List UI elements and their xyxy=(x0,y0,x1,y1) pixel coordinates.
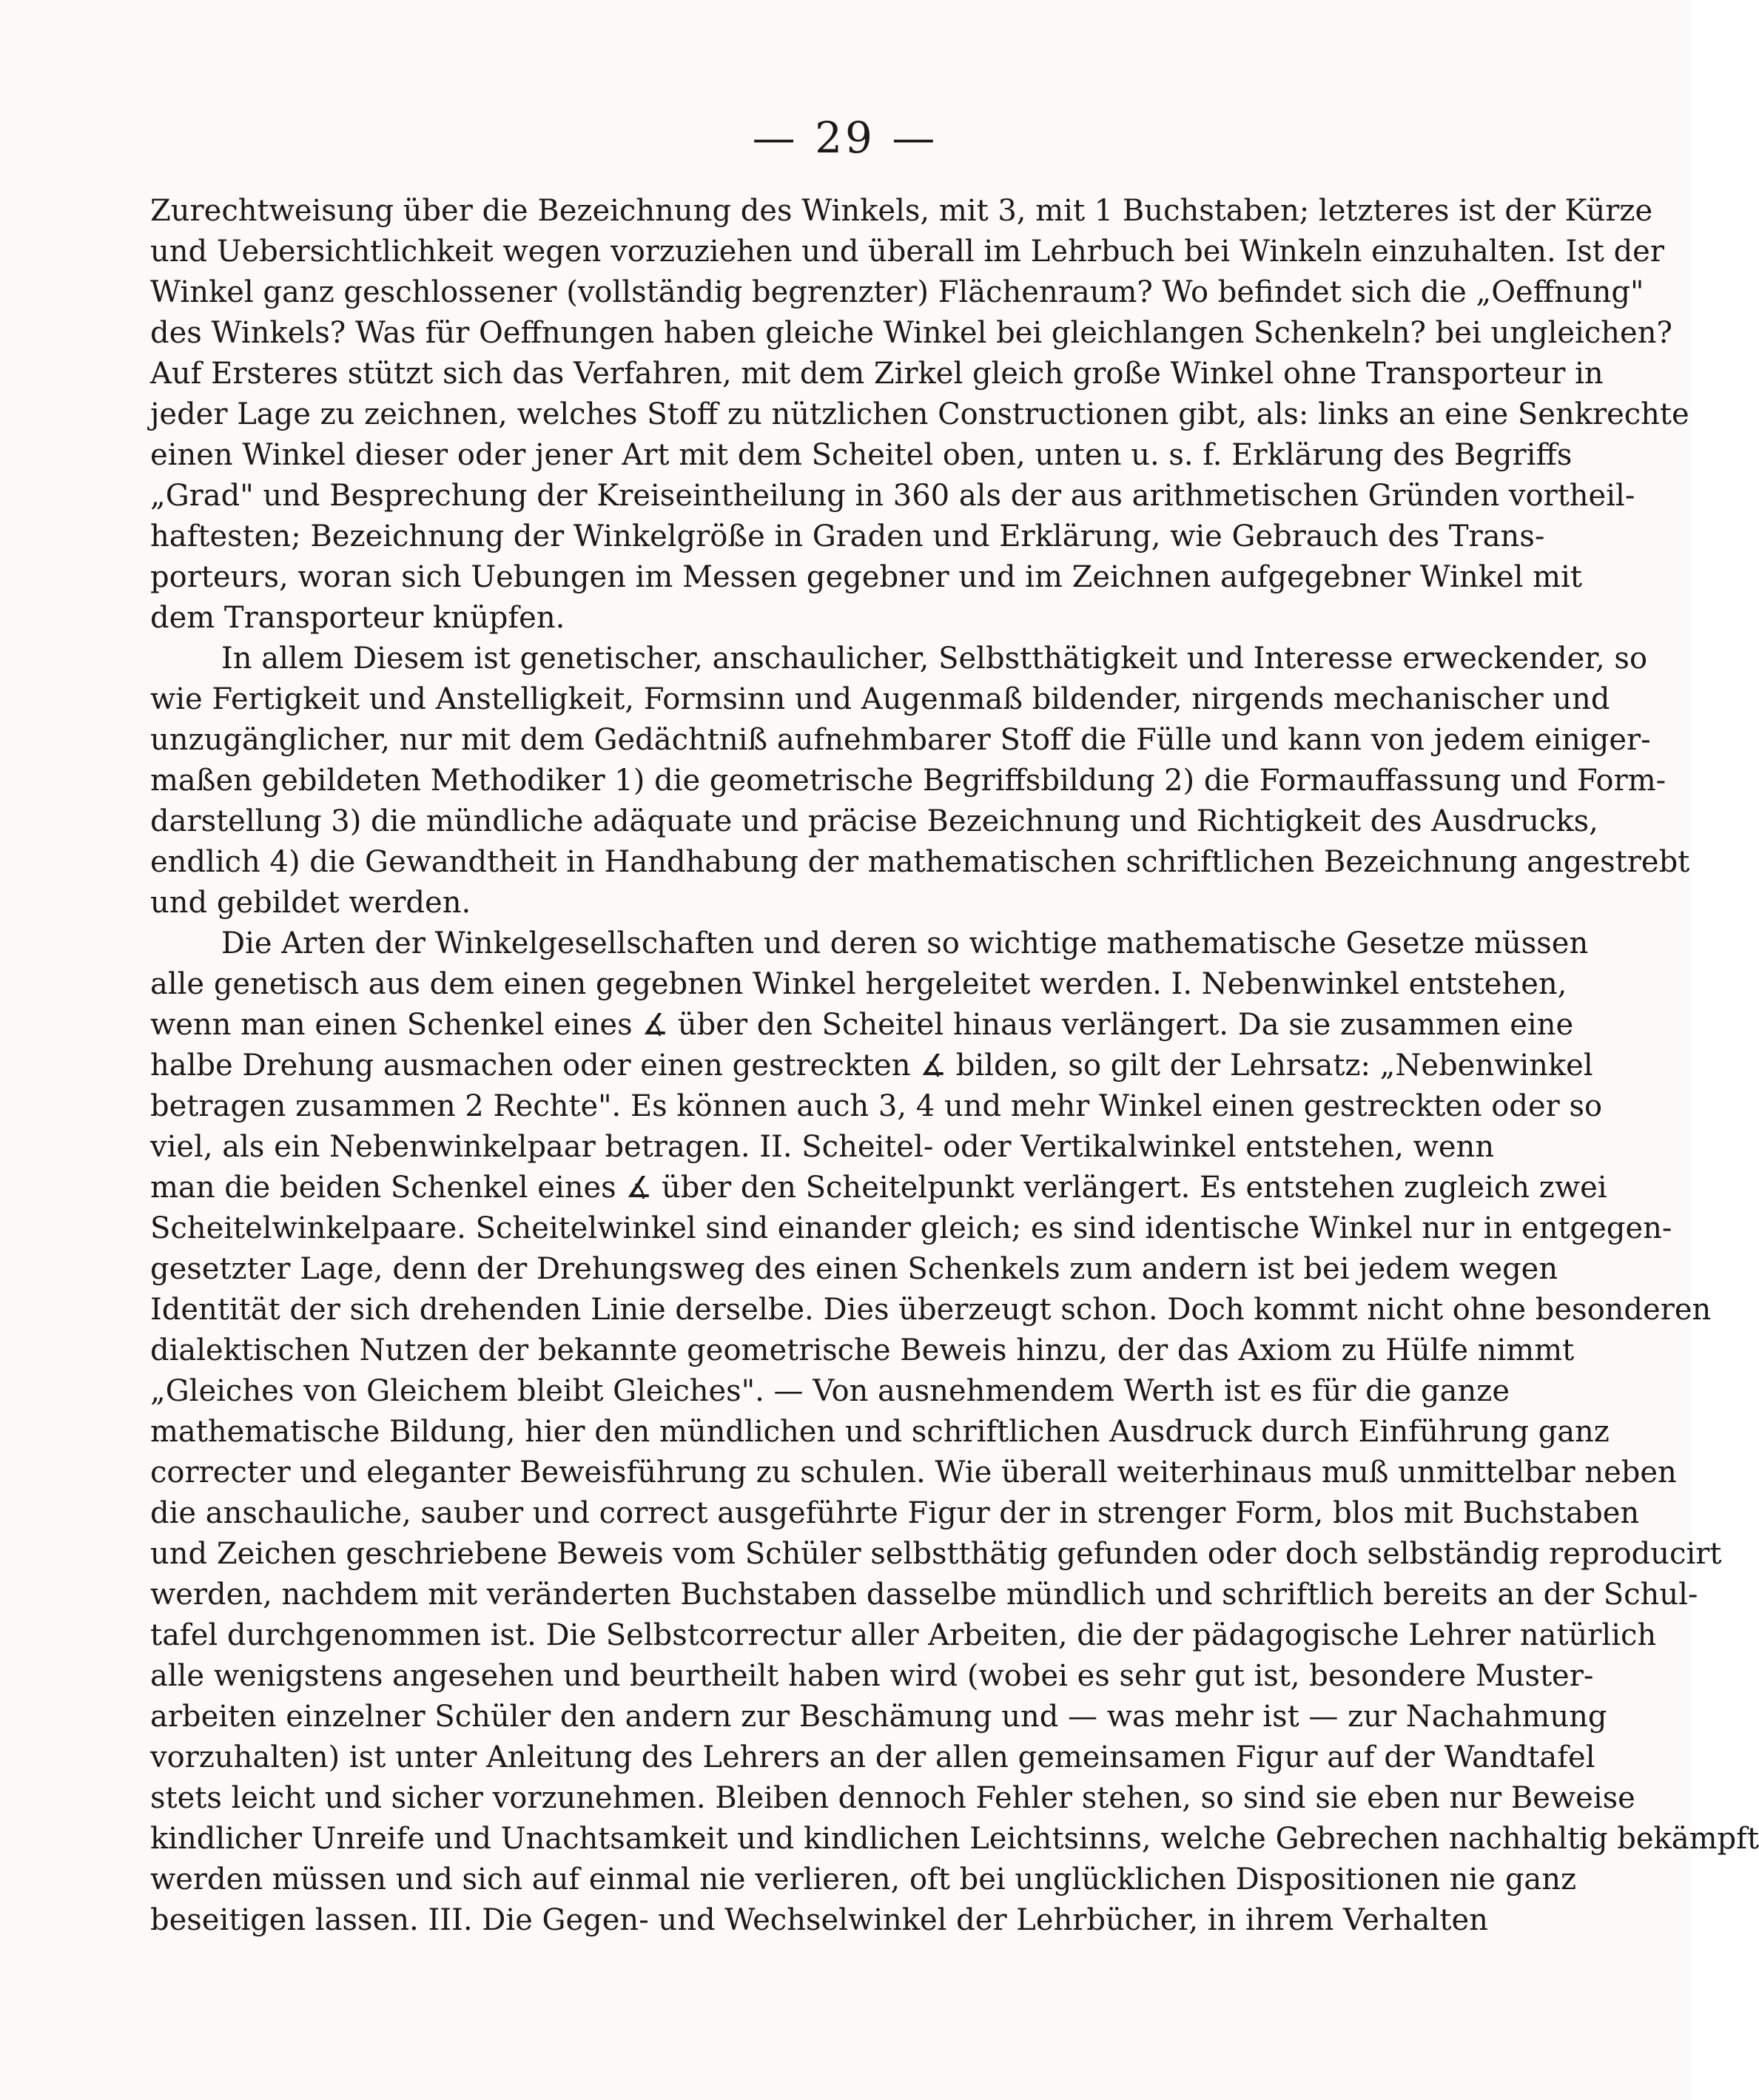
text-line: betragen zusammen 2 Rechte". Es können auch 3, 4 und mehr Winkel einen gestreckten oder so xyxy=(150,1089,1603,1123)
text-line: und Zeichen geschriebene Beweis vom Schüler selbstthätig gefunden oder doch selbständig reproducirt xyxy=(150,1537,1722,1571)
text-line: arbeiten einzelner Schüler den andern zur Beschämung und — was mehr ist — zur Nachahmung xyxy=(150,1700,1607,1734)
text-line: alle genetisch aus dem einen gegebnen Winkel hergeleitet werden. I. Nebenwinkel entstehen, xyxy=(150,967,1567,1001)
text-line: „Gleiches von Gleichem bleibt Gleiches". — Von ausnehmendem Werth ist es für die ganze xyxy=(150,1374,1510,1408)
text-line: des Winkels? Was für Oeffnungen haben gleiche Winkel bei gleichlangen Schenkeln? bei ungleichen? xyxy=(150,316,1672,350)
text-line: werden müssen und sich auf einmal nie verlieren, oft bei unglücklichen Dispositionen nie ganz xyxy=(150,1862,1577,1897)
text-line: beseitigen lassen. III. Die Gegen- und Wechselwinkel der Lehrbücher, in ihrem Verhalten xyxy=(150,1903,1488,1937)
text-line: jeder Lage zu zeichnen, welches Stoff zu nützlichen Constructionen gibt, als: links an eine Senkrechte xyxy=(150,397,1689,431)
text-line: alle wenigstens angesehen und beurtheilt haben wird (wobei es sehr gut ist, besondere Muster- xyxy=(150,1659,1594,1693)
text-line: Auf Ersteres stützt sich das Verfahren, mit dem Zirkel gleich große Winkel ohne Transporteur in xyxy=(150,357,1604,391)
text-line: maßen gebildeten Methodiker 1) die geometrische Begriffsbildung 2) die Formauffassung und Form- xyxy=(150,764,1666,798)
body-text xyxy=(150,191,1759,1941)
text-line: und gebildet werden. xyxy=(150,886,471,920)
text-line: Zurechtweisung über die Bezeichnung des Winkels, mit 3, mit 1 Buchstaben; letzteres ist der Kürze xyxy=(150,194,1653,228)
page-number: — 29 — xyxy=(752,112,938,163)
text-line: werden, nachdem mit veränderten Buchstaben dasselbe mündlich und schriftlich bereits an der Schul- xyxy=(150,1578,1698,1612)
text-line: man die beiden Schenkel eines ∡ über den Scheitelpunkt verlängert. Es entstehen zugleich zwei xyxy=(150,1171,1607,1205)
text-line: correcter und eleganter Beweisführung zu schulen. Wie überall weiterhinaus muß unmittelbar neben xyxy=(150,1455,1677,1490)
text-line: viel, als ein Nebenwinkelpaar betragen. II. Scheitel- oder Vertikalwinkel entstehen, wenn xyxy=(150,1130,1495,1164)
text-line: stets leicht und sicher vorzunehmen. Bleiben dennoch Fehler stehen, so sind sie eben nur Beweise xyxy=(150,1781,1635,1815)
text-line: Identität der sich drehenden Linie derselbe. Dies überzeugt schon. Doch kommt nicht ohne besonderen xyxy=(150,1293,1712,1327)
text-line: Die Arten der Winkelgesellschaften und deren so wichtige mathematische Gesetze müssen xyxy=(221,926,1589,960)
text-line: Scheitelwinkelpaare. Scheitelwinkel sind einander gleich; es sind identische Winkel nur in entgegen- xyxy=(150,1211,1672,1245)
text-line: „Grad" und Besprechung der Kreiseintheilung in 360 als der aus arithmetischen Gründen vortheil- xyxy=(150,479,1635,513)
text-line: dem Transporteur knüpfen. xyxy=(150,601,565,635)
text-line: darstellung 3) die mündliche adäquate und präcise Bezeichnung und Richtigkeit des Ausdrucks, xyxy=(150,804,1598,838)
text-line: kindlicher Unreife und Unachtsamkeit und kindlichen Leichtsinns, welche Gebrechen nachhaltig bekämpft xyxy=(150,1822,1759,1856)
text-line: und Uebersichtlichkeit wegen vorzuziehen und überall im Lehrbuch bei Winkeln einzuhalten. Ist der xyxy=(150,235,1664,269)
text-line: mathematische Bildung, hier den mündlichen und schriftlichen Ausdruck durch Einführung ganz xyxy=(150,1415,1610,1449)
text-line: haftesten; Bezeichnung der Winkelgröße in Graden und Erklärung, wie Gebrauch des Trans- xyxy=(150,519,1545,553)
text-line: halbe Drehung ausmachen oder einen gestreckten ∡ bilden, so gilt der Lehrsatz: „Nebenwinkel xyxy=(150,1049,1593,1083)
text-line: wie Fertigkeit und Anstelligkeit, Formsinn und Augenmaß bildender, nirgends mechanischer und xyxy=(150,682,1610,716)
text-line: In allem Diesem ist genetischer, anschaulicher, Selbstthätigkeit und Interesse erweckender, so xyxy=(221,642,1648,676)
text-line: wenn man einen Schenkel eines ∡ über den Scheitel hinaus verlängert. Da sie zusammen eine xyxy=(150,1008,1574,1042)
text-line: vorzuhalten) ist unter Anleitung des Lehrers an der allen gemeinsamen Figur auf der Wandtafel xyxy=(150,1740,1595,1774)
text-line: porteurs, woran sich Uebungen im Messen gegebner und im Zeichnen aufgegebner Winkel mit xyxy=(150,560,1582,594)
text-line: gesetzter Lage, denn der Drehungsweg des einen Schenkels zum andern ist bei jedem wegen xyxy=(150,1252,1558,1286)
text-line: einen Winkel dieser oder jener Art mit dem Scheitel oben, unten u. s. f. Erklärung des Begriffs xyxy=(150,438,1573,472)
text-line: dialektischen Nutzen der bekannte geometrische Beweis hinzu, der das Axiom zu Hülfe nimmt xyxy=(150,1333,1575,1367)
text-line: Winkel ganz geschlossener (vollständig begrenzter) Flächenraum? Wo befindet sich die „Oeffnung" xyxy=(150,275,1644,309)
text-line: tafel durchgenommen ist. Die Selbstcorrectur aller Arbeiten, die der pädagogische Lehrer natürlich xyxy=(150,1618,1657,1652)
text-line: die anschauliche, sauber und correct ausgeführte Figur der in strenger Form, blos mit Buchstaben xyxy=(150,1496,1640,1530)
text-line: endlich 4) die Gewandtheit in Handhabung der mathematischen schriftlichen Bezeichnung angestrebt xyxy=(150,845,1690,879)
text-line: unzugänglicher, nur mit dem Gedächtniß aufnehmbarer Stoff die Fülle und kann von jedem einiger- xyxy=(150,723,1651,757)
